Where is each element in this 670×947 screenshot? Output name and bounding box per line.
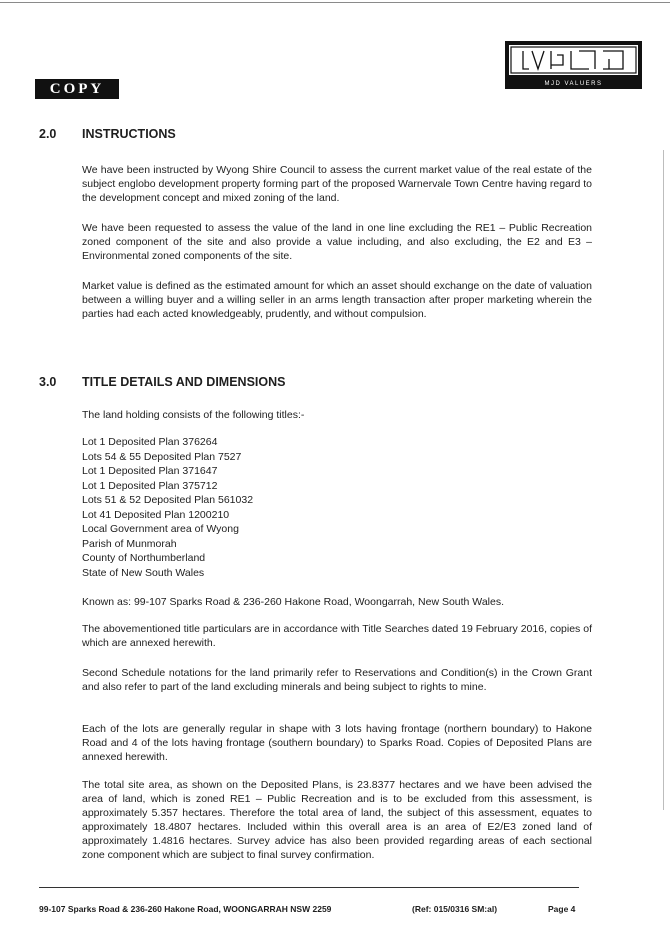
list-item: Local Government area of Wyong bbox=[82, 523, 239, 535]
section-number: 2.0 bbox=[39, 127, 57, 141]
top-rule bbox=[0, 2, 670, 3]
logo-subtitle: MJD VALUERS bbox=[544, 81, 603, 87]
paragraph: The total site area, as shown on the Deposited Plans, is 23.8377 hectares and we have been advised the area of land, which is zoned RE1 – Public Recreation and is to be excluded from this assessment, is approximately 5.357 hectares. Therefore the total area of land, the subject of this assessment, equates to approximately 18.4807 hectares. Included within this overall area is an area of E2/E3 zoned land of approximately 1.4816 hectares. Survey advice has also been provided regarding areas of each sectional zone component which are subject to final survey confirmation. bbox=[82, 779, 592, 861]
list-item: Lot 1 Deposited Plan 371647 bbox=[82, 465, 218, 477]
list-item: Parish of Munmorah bbox=[82, 537, 177, 550]
list-item: Lot 1 Deposited Plan 375712 bbox=[82, 479, 218, 492]
page-number: Page 4 bbox=[548, 904, 576, 914]
paragraph: Each of the lots are generally regular in shape with 3 lots having frontage (northern boundary) to Hakone Road and 4 of the lots having frontage (southern boundary) to Sparks Road. Copies of Deposited Plans are annexed herewith. bbox=[82, 723, 592, 763]
list-item: Lots 54 & 55 Deposited Plan 7527 bbox=[82, 450, 242, 463]
list-item: County of Northumberland bbox=[82, 552, 206, 564]
paragraph: The land holding consists of the following titles:- bbox=[82, 409, 305, 421]
title-list bbox=[82, 435, 253, 580]
paragraph: We have been requested to assess the value of the land in one line excluding the RE1 – Public Recreation zoned component of the site and also provide a value including, and also excluding, the E2 and E3 – Environmental zoned components of the site. bbox=[82, 222, 592, 262]
list-item: Lot 41 Deposited Plan 1200210 bbox=[82, 508, 230, 521]
margin-rule bbox=[663, 150, 664, 810]
footer-address: 99-107 Sparks Road & 236-260 Hakone Road, WOONGARRAH NSW 2259 bbox=[39, 904, 332, 914]
list-item: State of New South Wales bbox=[82, 566, 205, 579]
section-title: INSTRUCTIONS bbox=[82, 127, 176, 141]
paragraph: The abovementioned title particulars are in accordance with Title Searches dated 19 February 2016, copies of which are annexed herewith. bbox=[82, 623, 592, 649]
list-item: Lot 1 Deposited Plan 376264 bbox=[82, 436, 218, 448]
paragraph: We have been instructed by Wyong Shire Council to assess the current market value of the real estate of the subject englobo development property forming part of the proposed Warnervale Town Centre having regard to the development concept and mixed zoning of the land. bbox=[82, 164, 592, 204]
footer-reference: (Ref: 015/0316 SM:al) bbox=[412, 904, 498, 914]
paragraph: Known as: 99-107 Sparks Road & 236-260 Hakone Road, Woongarrah, New South Wales. bbox=[82, 596, 504, 608]
footer-rule bbox=[39, 887, 579, 888]
list-item: Lots 51 & 52 Deposited Plan 561032 bbox=[82, 494, 254, 506]
section-number: 3.0 bbox=[39, 375, 57, 389]
copy-stamp: COPY bbox=[35, 79, 119, 99]
section-title: TITLE DETAILS AND DIMENSIONS bbox=[82, 375, 286, 389]
paragraph: Market value is defined as the estimated amount for which an asset should exchange on the date of valuation between a willing buyer and a willing seller in an arms length transaction after proper marketing wherein the parties had each acted knowledgeably, prudently, and without compulsion. bbox=[82, 280, 592, 320]
paragraph: Second Schedule notations for the land primarily refer to Reservations and Condition(s) in the Crown Grant and also refer to part of the land excluding minerals and being subject to rights to mine. bbox=[82, 667, 592, 693]
